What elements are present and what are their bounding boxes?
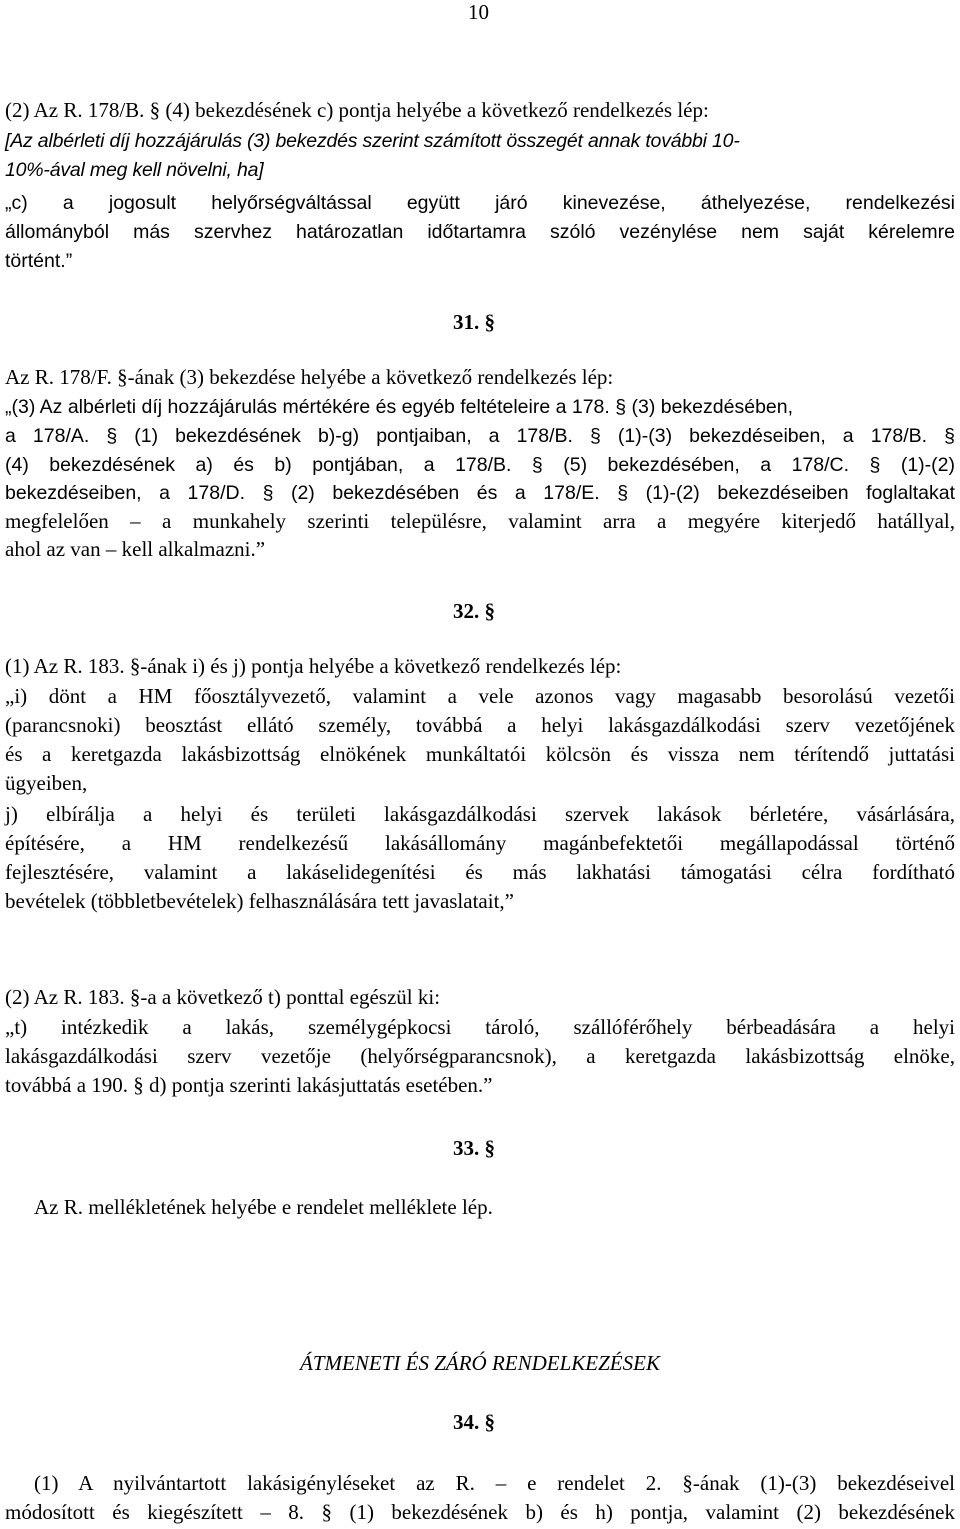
section-heading: 34. § [453, 1410, 495, 1434]
text-line: és a keretgazda lakásbizottság elnökének munkáltatói kölcsön és vissza nem térítendő juttatási [5, 742, 955, 766]
text-line: továbbá a 190. § d) pontja szerinti lakásjuttatás esetében.” [5, 1073, 493, 1097]
text-line: (1) Az R. 183. §-ának i) és j) pontja helyébe a következő rendelkezés lép: [5, 654, 622, 678]
text-line: a 178/A. § (1) bekezdésének b)-g) pontjaiban, a 178/B. § (1)-(3) bekezdéseiben, a 178/B. § [5, 425, 955, 447]
text-line: bekezdéseiben, a 178/D. § (2) bekezdésében és a 178/E. § (1)-(2) bekezdéseiben foglaltakat [5, 482, 955, 504]
text-line: Az R. 178/F. §-ának (3) bekezdése helyébe a következő rendelkezés lép: [5, 365, 614, 389]
text-line: megfelelően – a munkahely szerinti településre, valamint arra a megyére kiterjedő hatállyal, [5, 509, 955, 533]
text-line: (4) bekezdésének a) és b) pontjában, a 178/B. § (5) bekezdésében, a 178/C. § (1)-(2) [5, 454, 955, 476]
text-line: ügyeiben, [5, 771, 88, 795]
text-line: fejlesztésére, valamint a lakáselidegenítési és más lakhatási támogatási célra fordítható [5, 860, 955, 884]
text-line: j) elbírálja a helyi és területi lakásgazdálkodási szervek lakások bérletére, vásárlására, [5, 802, 955, 826]
text-line: bevételek (többletbevételek) felhasználására tett javaslatait,” [5, 889, 514, 913]
text-line: lakásgazdálkodási szerv vezetője (helyőrségparancsnok), a keretgazda lakásbizottság elnöke, [5, 1044, 955, 1068]
text-line: ahol az van – kell alkalmazni.” [5, 537, 266, 561]
section-heading: 32. § [453, 599, 495, 623]
text-line: állományból más szervhez határozatlan időtartamra szóló vezénylése nem saját kérelemre [5, 221, 955, 243]
page-number: 10 [468, 0, 489, 24]
text-line: (2) Az R. 178/B. § (4) bekezdésének c) pontja helyébe a következő rendelkezés lép: [5, 98, 709, 122]
text-line: módosított és kiegészített – 8. § (1) bekezdésének b) és h) pontja, valamint (2) bekezdésének [5, 1500, 955, 1524]
text-line: [Az albérleti díj hozzájárulás (3) bekezdés szerint számított összegét annak további 10- [5, 130, 740, 152]
section-heading: 31. § [453, 310, 495, 334]
text-line: történt.” [5, 250, 73, 272]
text-line: „i) dönt a HM főosztályvezető, valamint a vele azonos vagy magasabb besorolású vezetői [5, 684, 955, 708]
text-line: 10%-ával meg kell növelni, ha] [5, 159, 264, 181]
text-line: építésére, a HM rendelkezésű lakásállomány magánbefektetői megállapodással történő [5, 831, 955, 855]
text-line: (2) Az R. 183. §-a a következő t) ponttal egészül ki: [5, 985, 441, 1009]
text-line: „(3) Az albérleti díj hozzájárulás mértékére és egyéb feltételeire a 178. § (3) bekezdésében, [5, 396, 794, 418]
text-line: (1) A nyilvántartott lakásigényléseket az R. – e rendelet 2. §-ának (1)-(3) bekezdéseivel [34, 1471, 955, 1495]
text-line: (parancsnoki) beosztást ellátó személy, továbbá a helyi lakásgazdálkodási szerv vezetőjének [5, 713, 955, 737]
chapter-heading: ÁTMENETI ÉS ZÁRÓ RENDELKEZÉSEK [300, 1351, 660, 1375]
text-line: „t) intézkedik a lakás, személygépkocsi tároló, szállóférőhely bérbeadására a helyi [5, 1015, 955, 1039]
section-heading: 33. § [453, 1136, 495, 1160]
text-line: Az R. mellékletének helyébe e rendelet melléklete lép. [34, 1195, 493, 1219]
text-line: „c) a jogosult helyőrségváltással együtt járó kinevezése, áthelyezése, rendelkezési [5, 192, 955, 214]
